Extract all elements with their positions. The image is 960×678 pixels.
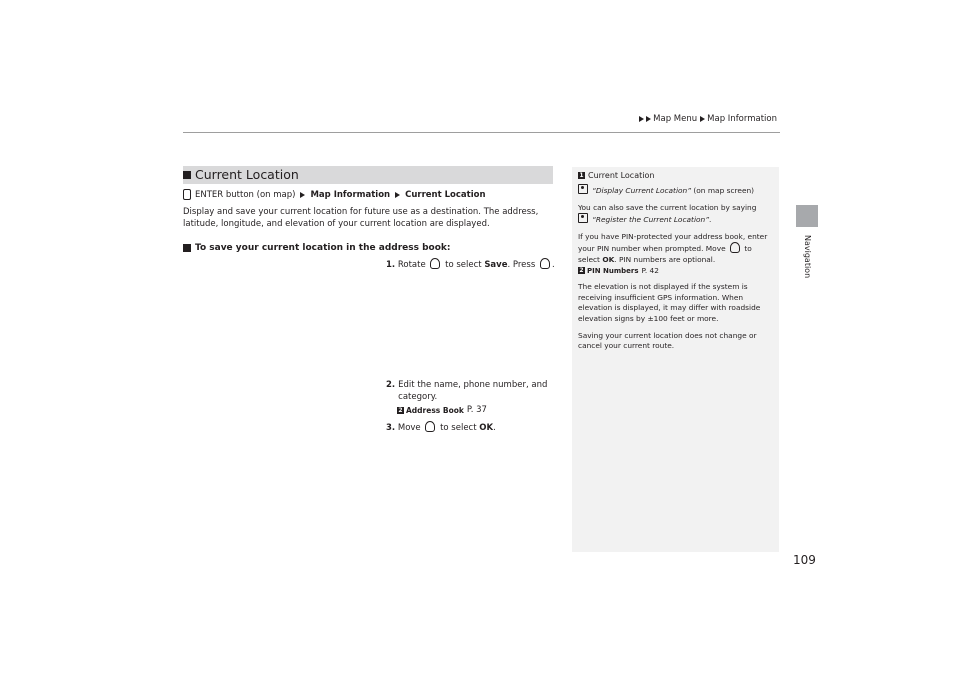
step-3 <box>386 421 496 434</box>
voice-command-icon <box>578 213 588 223</box>
subheading <box>183 243 451 253</box>
note-body: “Display Current Location” (on map screen) You can also save the current location by saying “Register the Current Location”. If you have PIN-protected your address book, enter your PIN number when prompted. Move to select OK. PIN numbers are optional. 2 PIN Numbers P. 42 The elevation is not displayed if the system is receiving insufficient GPS information. When elevation is displayed, it may differ with roadside elevation signs by ±100 feet or more. Saving your current location does not change or cancel your current route. <box>578 184 774 358</box>
page-number: 109 <box>793 553 816 567</box>
triangle-icon <box>300 192 305 198</box>
note-title <box>578 171 654 180</box>
xref-label: PIN Numbers <box>587 266 639 275</box>
step-text: Edit the name, phone number, and category. <box>398 380 548 402</box>
interface-dial-press-icon <box>540 258 550 269</box>
note-text: (on map screen) <box>693 186 755 195</box>
triangle-icon <box>646 116 651 122</box>
breadcrumb-item: Map Menu <box>653 114 698 124</box>
step-text: to select <box>440 423 477 433</box>
interface-dial-move-icon <box>425 421 435 432</box>
step-number: 2. <box>386 380 396 390</box>
step-text: Rotate <box>397 260 426 270</box>
step-bold: Save <box>484 260 508 270</box>
chapter-tab-marker <box>796 205 818 227</box>
path-item: Map Information <box>310 189 391 200</box>
xref-pin-numbers[interactable] <box>578 266 774 277</box>
triangle-icon <box>395 192 400 198</box>
step-text: to select <box>445 260 482 270</box>
square-bullet-icon <box>183 171 191 179</box>
note-text: You can also save the current location by saying <box>578 202 757 212</box>
step-text: . Press <box>507 260 536 270</box>
interface-dial-move-icon <box>730 242 740 253</box>
step-text: . <box>551 260 555 270</box>
voice-command: “Register the Current Location” <box>592 215 710 225</box>
triangle-icon <box>639 116 644 122</box>
xref-page: P. 37 <box>466 405 487 415</box>
note-title-text: Current Location <box>588 171 655 180</box>
step-text: Move <box>397 423 421 433</box>
note-text: . PIN numbers are optional. <box>614 254 716 264</box>
voice-command: “Display Current Location” <box>592 186 692 195</box>
note-text: The elevation is not displayed if the system is receiving insufficient GPS information. When elevation is displayed, it may differ with roadside elevation signs by ±100 feet or more. <box>578 282 761 323</box>
cross-reference-icon: 2 <box>579 267 584 275</box>
cross-reference-icon: 2 <box>398 406 403 414</box>
subheading-text: To save your current location in the address book: <box>195 243 451 253</box>
note-bold: OK <box>602 254 615 264</box>
step-1 <box>386 258 555 271</box>
chapter-tab-label: Navigation <box>803 235 812 279</box>
breadcrumb <box>638 114 779 124</box>
xref-address-book[interactable] <box>397 405 487 415</box>
header-rule <box>183 132 780 133</box>
step-2 <box>386 379 556 403</box>
note-marker-icon: 1 <box>579 172 584 179</box>
step-number: 1. <box>386 260 396 270</box>
xref-page: P. 42 <box>641 265 659 275</box>
square-bullet-icon <box>183 244 191 252</box>
step-bold: OK <box>479 423 494 433</box>
menu-path <box>183 189 486 200</box>
section-title <box>183 167 299 182</box>
section-title-text: Current Location <box>195 167 299 182</box>
voice-command-icon <box>578 184 588 194</box>
note-text: Saving your current location does not change or cancel your current route. <box>578 330 757 351</box>
section-description: Display and save your current location for future use as a destination. The address, latitude, longitude, and elevation of your current location are displayed. <box>183 207 539 229</box>
step-number: 3. <box>386 423 396 433</box>
interface-dial-rotate-icon <box>430 258 440 269</box>
path-item: Current Location <box>405 189 486 200</box>
note-text: If you have PIN-protected your address book, enter your PIN number when prompted. Move <box>578 231 768 254</box>
step-text: . <box>493 423 496 433</box>
xref-label: Address Book <box>406 405 464 415</box>
triangle-icon <box>700 116 705 122</box>
note-text: to select <box>578 244 752 264</box>
home-button-icon <box>183 189 191 200</box>
path-prefix: ENTER button (on map) <box>195 189 296 200</box>
breadcrumb-item: Map Information <box>707 114 777 124</box>
